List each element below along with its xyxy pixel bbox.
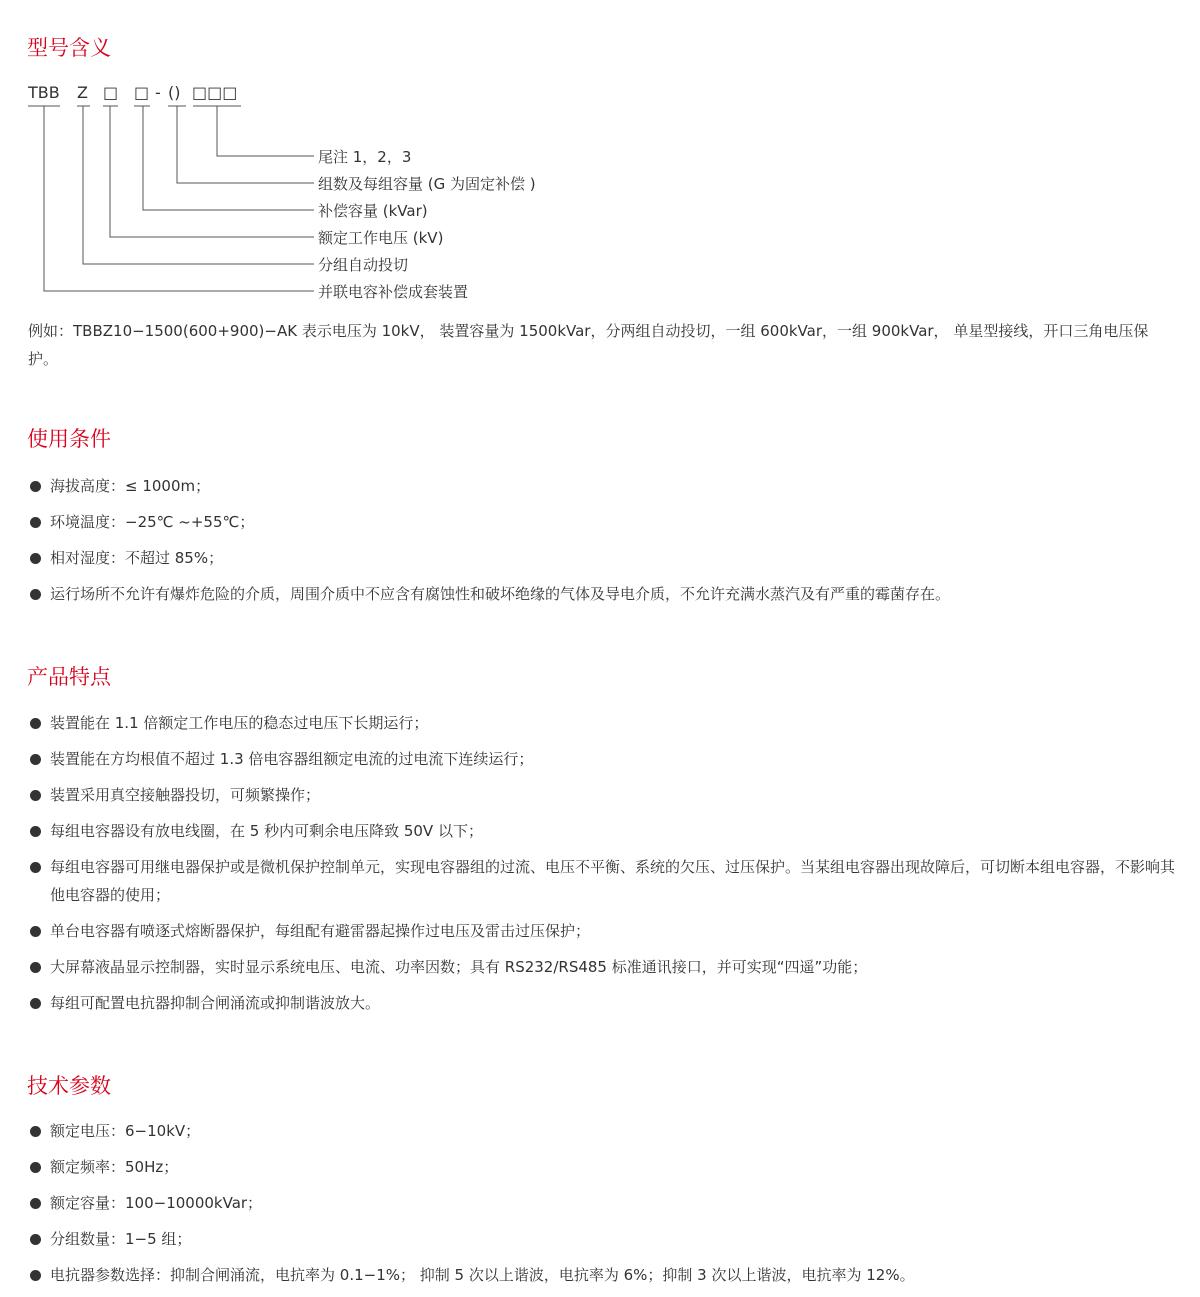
bullet-icon bbox=[30, 754, 41, 765]
code-part-capacity: □ bbox=[134, 83, 150, 102]
bullet-icon bbox=[30, 553, 41, 564]
bullet-icon bbox=[30, 589, 41, 600]
list-item-text: 相对湿度：不超过 85%； bbox=[50, 549, 224, 567]
leader-z bbox=[83, 106, 314, 264]
list-item-text: 装置能在 1.1 倍额定工作电压的稳态过电压下长期运行； bbox=[50, 714, 429, 732]
bullet-icon bbox=[30, 1198, 41, 1209]
list-item bbox=[28, 817, 1178, 845]
bullet-icon bbox=[30, 998, 41, 1009]
code-desc-auto-switch: 分组自动投切 bbox=[318, 256, 409, 274]
model-example: 例如：TBBZ10−1500(600+900)−AK 表示电压为 10kV， 装置容量为 1500kVar，分两组自动投切，一组 600kVar，一组 900kVar， 单星型接线，开口三角电压保护。 bbox=[28, 322, 1149, 368]
bullet-icon bbox=[30, 1126, 41, 1137]
list-item bbox=[28, 989, 1178, 1017]
bullet-icon bbox=[30, 1162, 41, 1173]
list-item bbox=[28, 472, 1178, 500]
section-title-model: 型号含义 bbox=[27, 36, 111, 60]
list-item bbox=[28, 580, 1178, 608]
list-item bbox=[28, 745, 1178, 773]
bullet-icon bbox=[30, 1270, 41, 1281]
leader-voltage bbox=[110, 106, 314, 237]
code-desc-capacity: 补偿容量 (kVar) bbox=[318, 202, 428, 220]
list-item bbox=[28, 1189, 1178, 1217]
specs-list bbox=[28, 1117, 1178, 1289]
list-item bbox=[28, 709, 1178, 737]
bullet-icon bbox=[30, 517, 41, 528]
list-item-text: 电抗器参数选择：抑制合闸涌流，电抗率为 0.1−1%； 抑制 5 次以上谐波，电抗率为 6%；抑制 3 次以上谐波，电抗率为 12%。 bbox=[50, 1266, 915, 1284]
model-code-diagram bbox=[0, 0, 330, 300]
list-item-text: 额定电压：6−10kV； bbox=[50, 1122, 201, 1140]
list-item-text: 大屏幕液晶显示控制器，实时显示系统电压、电流、功率因数；具有 RS232/RS485 标准通讯接口，并可实现“四遥”功能； bbox=[50, 958, 868, 976]
list-item bbox=[28, 1261, 1178, 1289]
bullet-icon bbox=[30, 1234, 41, 1245]
bullet-icon bbox=[30, 826, 41, 837]
list-item-text: 每组电容器可用继电器保护或是微机保护控制单元，实现电容器组的过流、电压不平衡、系统的欠压、过压保护。当某组电容器出现故障后，可切断本组电容器，不影响其他电容器的使用； bbox=[50, 858, 1176, 904]
leader-tbb bbox=[44, 106, 314, 291]
list-item bbox=[28, 1153, 1178, 1181]
list-item-text: 每组可配置电抗器抑制合闸涌流或抑制谐波放大。 bbox=[50, 994, 381, 1012]
list-item-text: 额定频率：50Hz； bbox=[50, 1158, 179, 1176]
list-item-text: 运行场所不允许有爆炸危险的介质，周围介质中不应含有腐蚀性和破坏绝缘的气体及导电介质，不允许充满水蒸汽及有严重的霉菌存在。 bbox=[50, 585, 951, 603]
list-item bbox=[28, 508, 1178, 536]
bullet-icon bbox=[30, 962, 41, 973]
code-desc-groups: 组数及每组容量 (G 为固定补偿 ) bbox=[318, 175, 536, 193]
bullet-icon bbox=[30, 862, 41, 873]
bullet-icon bbox=[30, 790, 41, 801]
list-item-text: 分组数量：1−5 组； bbox=[50, 1230, 192, 1248]
section-title-conditions: 使用条件 bbox=[27, 427, 111, 451]
list-item-text: 每组电容器设有放电线圈，在 5 秒内可剩余电压降致 50V 以下； bbox=[50, 822, 483, 840]
list-item-text: 装置采用真空接触器投切，可频繁操作； bbox=[50, 786, 321, 804]
list-item bbox=[28, 953, 1178, 981]
list-item-text: 装置能在方均根值不超过 1.3 倍电容器组额定电流的过电流下连续运行； bbox=[50, 750, 534, 768]
code-desc-device: 并联电容补偿成套装置 bbox=[318, 283, 469, 301]
list-item bbox=[28, 544, 1178, 572]
leader-capacity bbox=[143, 106, 314, 210]
leader-groups bbox=[177, 106, 314, 183]
code-part-tbb: TBB bbox=[28, 83, 60, 102]
code-part-z: Z bbox=[77, 83, 88, 102]
list-item bbox=[28, 917, 1178, 945]
conditions-list bbox=[28, 472, 1178, 608]
section-title-specs: 技术参数 bbox=[27, 1074, 111, 1098]
code-part-groups: () bbox=[168, 83, 181, 102]
leader-suffix bbox=[217, 106, 314, 156]
code-desc-suffix: 尾注 1，2，3 bbox=[318, 148, 412, 166]
bullet-icon bbox=[30, 718, 41, 729]
list-item bbox=[28, 1117, 1178, 1145]
section-title-features: 产品特点 bbox=[27, 665, 111, 689]
features-list bbox=[28, 709, 1178, 1017]
code-desc-voltage: 额定工作电压 (kV) bbox=[318, 229, 444, 247]
bullet-icon bbox=[30, 926, 41, 937]
list-item bbox=[28, 853, 1178, 909]
code-part-voltage: □ bbox=[103, 83, 119, 102]
list-item-text: 海拔高度：≤ 1000m； bbox=[50, 477, 211, 495]
list-item bbox=[28, 1225, 1178, 1253]
list-item bbox=[28, 781, 1178, 809]
bullet-icon bbox=[30, 481, 41, 492]
list-item-text: 额定容量：100−10000kVar； bbox=[50, 1194, 263, 1212]
code-part-suffix: □□□ bbox=[192, 83, 238, 102]
list-item-text: 单台电容器有喷逐式熔断器保护，每组配有避雷器起操作过电压及雷击过压保护； bbox=[50, 922, 591, 940]
code-part-dash: - bbox=[155, 83, 161, 102]
list-item-text: 环境温度：−25℃ ~+55℃； bbox=[50, 513, 255, 531]
